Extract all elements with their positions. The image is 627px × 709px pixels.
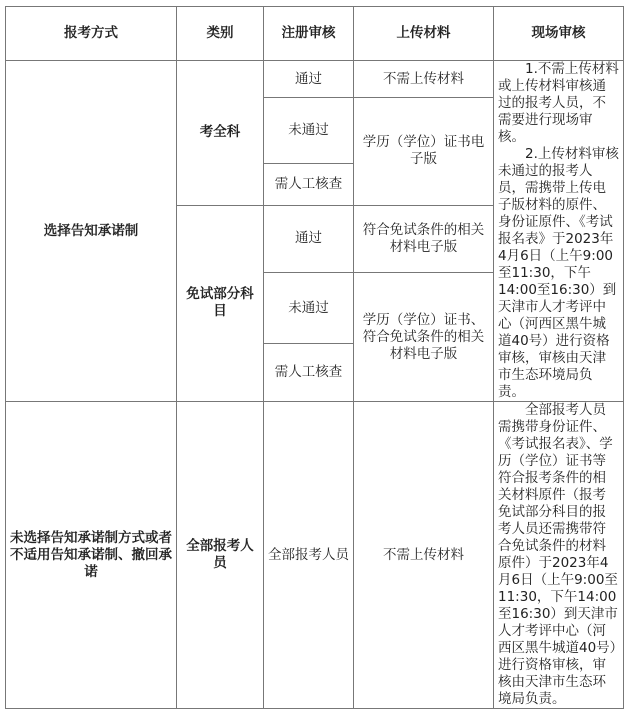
method-cell-no-commitment: 未选择告知承诺制方式或者不适用告知承诺制、撤回承诺 bbox=[6, 402, 177, 709]
upload-none: 不需上传材料 bbox=[354, 402, 494, 709]
header-category: 类别 bbox=[177, 7, 264, 61]
upload-degree-docs: 学历（学位）证书电子版 bbox=[354, 98, 494, 206]
review-status-fail: 未通过 bbox=[264, 98, 354, 164]
review-status-manual: 需人工核查 bbox=[264, 344, 354, 402]
table-row bbox=[6, 402, 624, 709]
header-upload-materials: 上传材料 bbox=[354, 7, 494, 61]
category-full-subjects: 考全科 bbox=[177, 61, 264, 206]
onsite-review-all bbox=[494, 402, 624, 709]
header-method: 报考方式 bbox=[6, 7, 177, 61]
category-partial-exempt: 免试部分科目 bbox=[177, 205, 264, 401]
header-row bbox=[6, 7, 624, 61]
method-cell-commitment: 选择告知承诺制 bbox=[6, 61, 177, 402]
onsite-paragraph-2: 2.上传材料审核未通过的报考人员，需携带上传电子版材料的原件、身份证原件、《考试报名表》于2023年4月6日（上午9:00至11:30，下午14:00至16:30）到天津市人才考评中心（河西区黑牛城道40号）进行资格审核，审核由天津市生态环境局负责。 bbox=[498, 146, 619, 400]
upload-degree-and-exemption-docs: 学历（学位）证书、符合免试条件的相关材料电子版 bbox=[354, 273, 494, 402]
review-status-manual: 需人工核查 bbox=[264, 163, 354, 205]
upload-none: 不需上传材料 bbox=[354, 61, 494, 98]
review-status-fail: 未通过 bbox=[264, 273, 354, 344]
review-status-pass: 通过 bbox=[264, 205, 354, 273]
category-all-applicants: 全部报考人员 bbox=[177, 402, 264, 709]
header-onsite-review: 现场审核 bbox=[494, 7, 624, 61]
review-all-applicants: 全部报考人员 bbox=[264, 402, 354, 709]
table-row bbox=[6, 61, 624, 98]
review-status-pass: 通过 bbox=[264, 61, 354, 98]
exam-review-table bbox=[5, 6, 624, 709]
header-registration-review: 注册审核 bbox=[264, 7, 354, 61]
onsite-paragraph: 全部报考人员需携带身份证件、《考试报名表》、学历（学位）证书等符合报考条件的相关材料原件（报考免试部分科目的报考人员还需携带符合免试条件的材料原件）于2023年4月6日（上午9:00至11:30，下午14:00至16:30）到天津市人才考评中心（河西区黑牛城道40号）进行资格审核，审核由天津市生态环境局负责。 bbox=[498, 402, 618, 707]
onsite-paragraph-1: 1.不需上传材料或上传材料审核通过的报考人员，不需要进行现场审核。 bbox=[498, 61, 619, 145]
upload-exemption-docs: 符合免试条件的相关材料电子版 bbox=[354, 205, 494, 273]
onsite-review-commitment bbox=[494, 61, 624, 402]
